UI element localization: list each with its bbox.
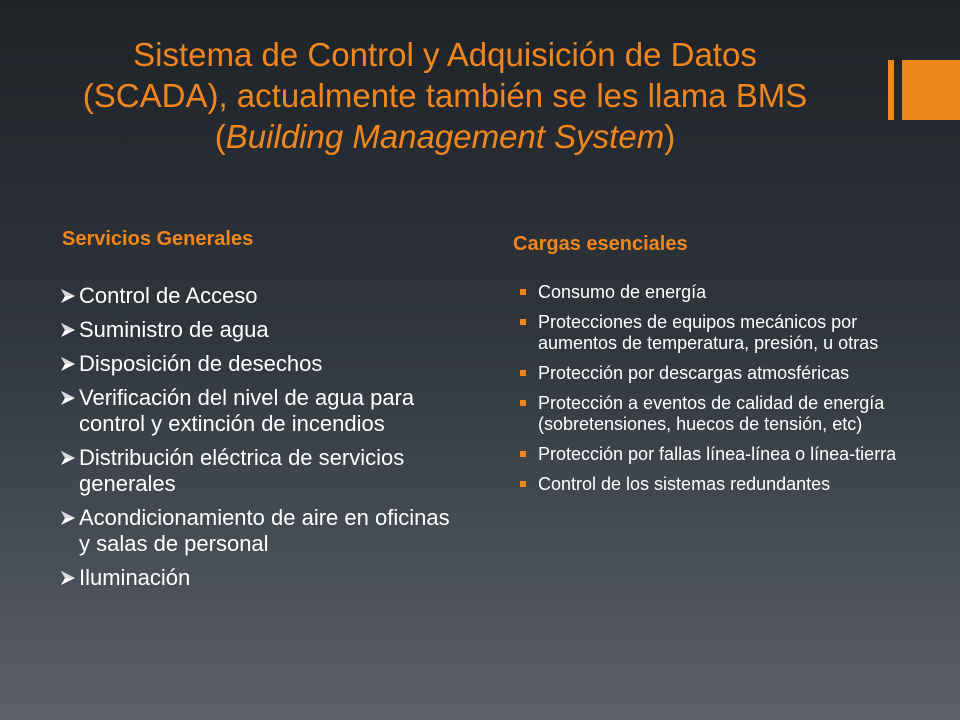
list-item-text: Control de Acceso — [79, 283, 258, 308]
list-item — [60, 385, 460, 437]
accent-bar-thick — [902, 60, 960, 120]
title-line-3-open: ( — [214, 118, 226, 155]
list-item — [520, 312, 925, 354]
list-item-text: Suministro de agua — [79, 317, 269, 342]
list-item-text: Distribución eléctrica de servicios generales — [79, 445, 405, 496]
list-item — [60, 505, 460, 557]
square-bullet-icon — [520, 451, 526, 457]
list-item-text: Protecciones de equipos mecánicos por aumentos de temperatura, presión, u otras — [538, 312, 879, 353]
list-item-text: Consumo de energía — [538, 282, 707, 302]
title-line-1: Sistema de Control y Adquisición de Datos — [133, 36, 757, 73]
square-bullet-icon — [520, 289, 526, 295]
list-item — [520, 393, 925, 435]
arrowhead-bullet-icon — [60, 288, 76, 304]
title-line-3-italic: Building Management System — [225, 118, 665, 155]
list-item-text: Verificación del nivel de agua para control y extinción de incendios — [79, 385, 415, 436]
square-bullet-icon — [520, 400, 526, 406]
slide-title — [40, 34, 850, 157]
arrowhead-bullet-icon — [60, 570, 76, 586]
list-item — [520, 363, 925, 384]
list-item — [520, 282, 925, 303]
left-column-heading: Servicios Generales — [62, 228, 254, 250]
title-line-2: (SCADA), actualmente también se les llama BMS — [82, 77, 808, 114]
list-item — [60, 445, 460, 497]
right-column-heading: Cargas esenciales — [513, 233, 688, 255]
right-bullet-list — [520, 282, 925, 504]
arrowhead-bullet-icon — [60, 356, 76, 372]
list-item-text: Protección a eventos de calidad de energía (sobretensiones, huecos de tensión, etc) — [538, 393, 885, 434]
list-item-text: Protección por fallas línea-línea o línea-tierra — [538, 444, 897, 464]
list-item — [60, 565, 460, 591]
list-item — [60, 317, 460, 343]
arrowhead-bullet-icon — [60, 322, 76, 338]
list-item — [520, 474, 925, 495]
list-item-text: Iluminación — [79, 565, 191, 590]
list-item-text: Acondicionamiento de aire en oficinas y salas de personal — [79, 505, 450, 556]
square-bullet-icon — [520, 319, 526, 325]
title-line-3-close: ) — [664, 118, 676, 155]
list-item-text: Control de los sistemas redundantes — [538, 474, 831, 494]
list-item-text: Protección por descargas atmosféricas — [538, 363, 850, 383]
list-item — [520, 444, 925, 465]
arrowhead-bullet-icon — [60, 450, 76, 466]
square-bullet-icon — [520, 370, 526, 376]
left-bullet-list — [60, 283, 460, 599]
list-item — [60, 283, 460, 309]
square-bullet-icon — [520, 481, 526, 487]
arrowhead-bullet-icon — [60, 390, 76, 406]
list-item-text: Disposición de desechos — [79, 351, 323, 376]
accent-bar-thin — [888, 60, 894, 120]
list-item — [60, 351, 460, 377]
arrowhead-bullet-icon — [60, 510, 76, 526]
